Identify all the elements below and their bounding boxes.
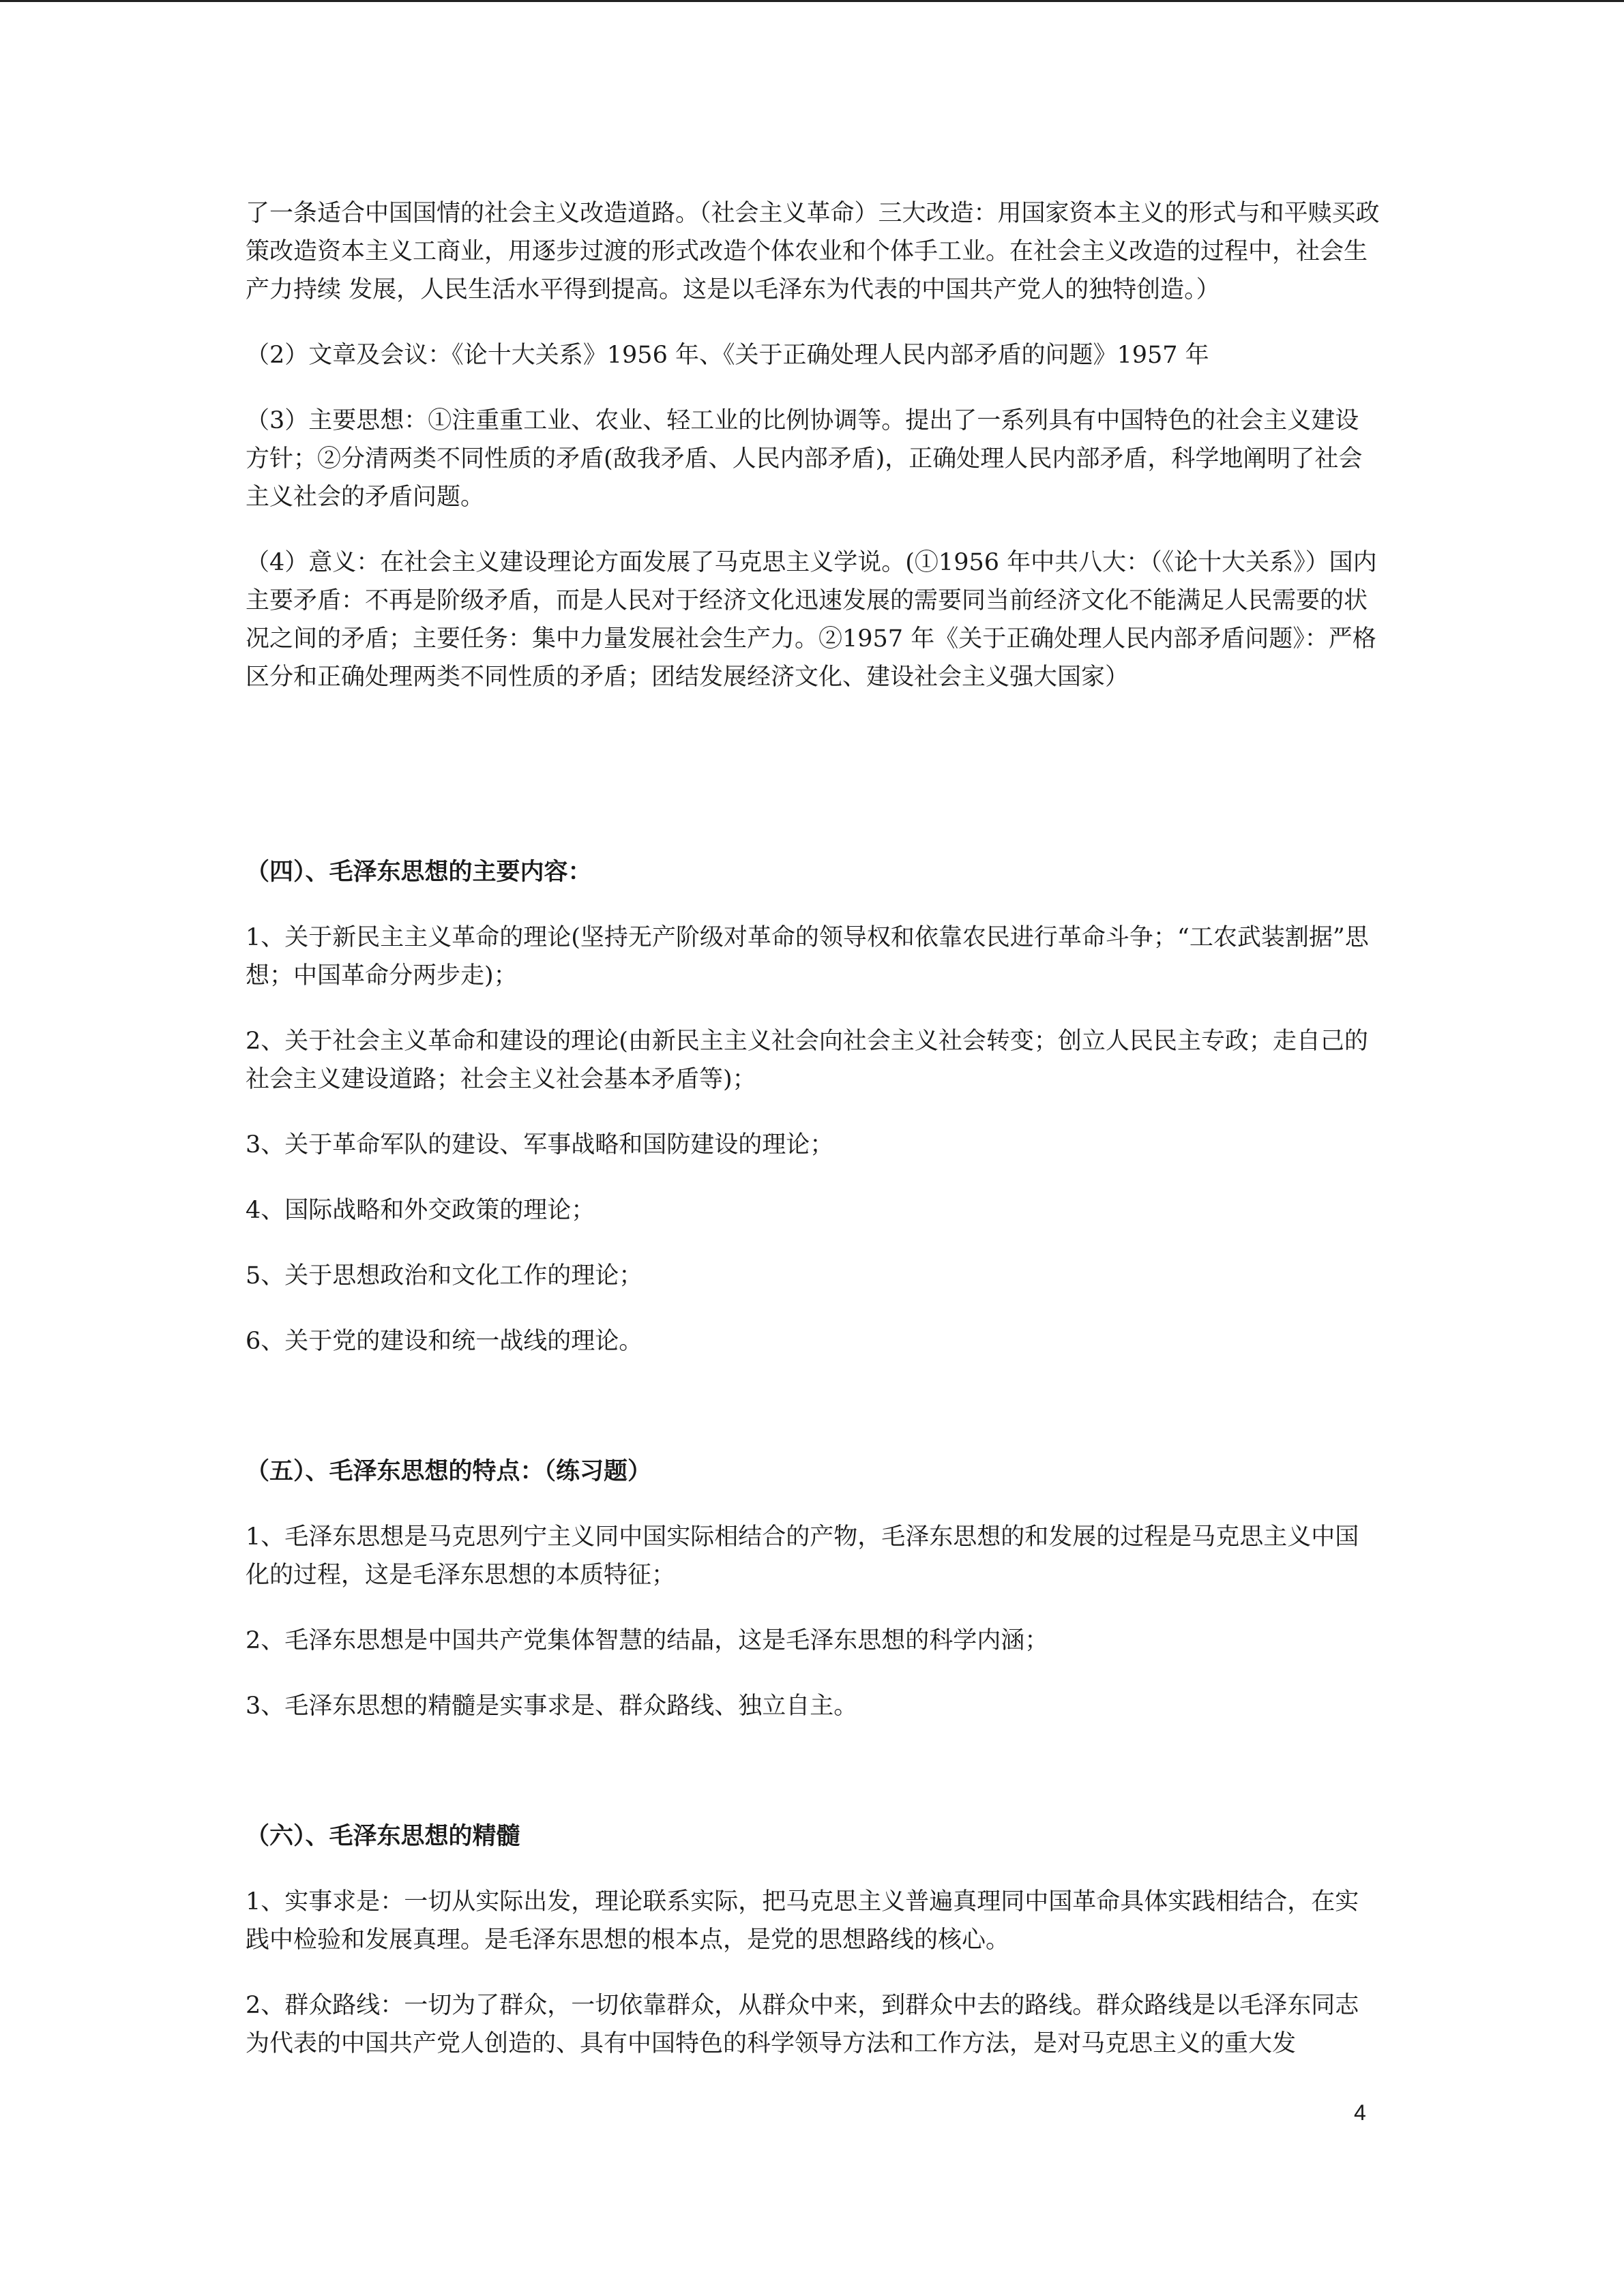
document-body [246,194,1381,2063]
list-item: 1、关于新民主主义革命的理论(坚持无产阶级对革命的领导权和依靠农民进行革命斗争；“工农武装割据”思想；中国革命分两步走)； [246,924,1369,989]
list-item: 5、关于思想政治和文化工作的理论； [246,1262,643,1289]
section-heading-essence: （六）、毛泽东思想的精髓 [246,1822,520,1850]
top-border-line [0,0,1624,2]
section-heading-main-content: （四）、毛泽东思想的主要内容： [246,858,592,886]
list-item: 3、毛泽东思想的精髓是实事求是、群众路线、独立自主。 [246,1693,858,1720]
list-item: 4、国际战略和外交政策的理论； [246,1197,595,1224]
list-item: 2、关于社会主义革命和建设的理论(由新民主主义社会向社会主义社会转变；创立人民民主专政；走自己的社会主义建设道路；社会主义社会基本矛盾等)； [246,1028,1368,1093]
paragraph-socialist-transformation: 了一条适合中国国情的社会主义改造道路。（社会主义革命）三大改造：用国家资本主义的形式与和平赎买政策改造资本主义工商业，用逐步过渡的形式改造个体农业和个体手工业。在社会主义改造的过程中，社会生产力持续 发展，人民生活水平得到提高。这是以毛泽东为代表的中国共产党人的独特创造。） [246,200,1380,303]
list-item: 1、实事求是：一切从实际出发，理论联系实际，把马克思主义普遍真理同中国革命具体实践相结合，在实践中检验和发展真理。是毛泽东思想的根本点，是党的思想路线的核心。 [246,1888,1359,1954]
paragraph-main-ideas: （3）主要思想：①注重重工业、农业、轻工业的比例协调等。提出了一系列具有中国特色的社会主义建设方针；②分清两类不同性质的矛盾(敌我矛盾、人民内部矛盾)，正确处理人民内部矛盾，科学地阐明了社会主义社会的矛盾问题。 [246,407,1363,511]
page-number: 4 [1354,2100,1366,2125]
list-item: 2、群众路线：一切为了群众，一切依靠群众，从群众中来，到群众中去的路线。群众路线是以毛泽东同志为代表的中国共产党人创造的、具有中国特色的科学领导方法和工作方法，是对马克思主义的重大发 [246,1992,1359,2057]
list-item: 3、关于革命军队的建设、军事战略和国防建设的理论； [246,1131,834,1159]
paragraph-articles-meetings: （2）文章及会议：《论十大关系》1956 年、《关于正确处理人民内部矛盾的问题》1957 年 [246,342,1209,369]
paragraph-significance: （4）意义：在社会主义建设理论方面发展了马克思主义学说。(①1956 年中共八大：（《论十大关系》）国内主要矛盾：不再是阶级矛盾，而是人民对于经济文化迅速发展的需要同当前经济文化不能满足人民需要的状况之间的矛盾；主要任务：集中力量发展社会生产力。②1957 年《关于正确处理人民内部矛盾问题》：严格区分和正确处理两类不同性质的矛盾；团结发展经济文化、建设社会主义强大国家） [246,549,1377,691]
section-heading-characteristics: （五）、毛泽东思想的特点：（练习题） [246,1457,652,1485]
list-item: 2、毛泽东思想是中国共产党集体智慧的结晶，这是毛泽东思想的科学内涵； [246,1627,1049,1654]
list-item: 1、毛泽东思想是马克思列宁主义同中国实际相结合的产物，毛泽东思想的和发展的过程是马克思主义中国化的过程，这是毛泽东思想的本质特征； [246,1523,1359,1589]
list-item: 6、关于党的建设和统一战线的理论。 [246,1328,643,1355]
